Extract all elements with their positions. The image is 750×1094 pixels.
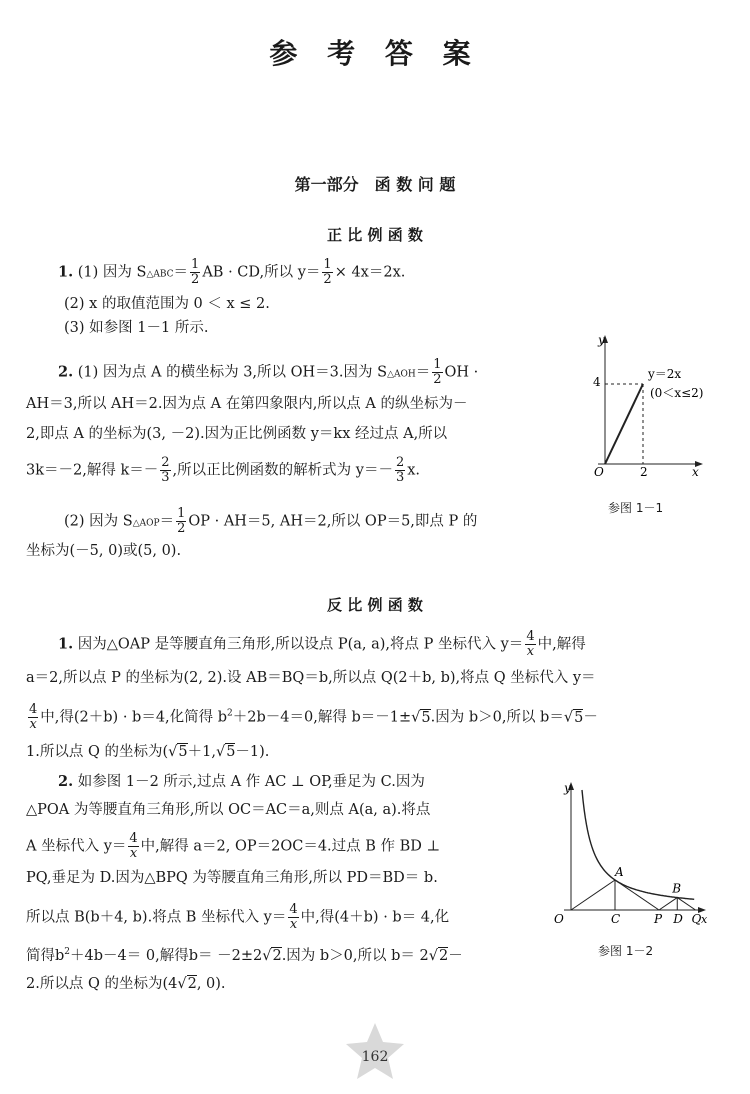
page-number: 162 bbox=[361, 1049, 389, 1065]
s2-q2-line3: A 坐标代入 y＝ $\frac{4}{x}$ 中,解得 a＝2, OP＝2OC＝4.过点 B 作 BD ⊥ bbox=[26, 831, 441, 861]
s1-q2-line5: (2) 因为 S△AOP＝ $\frac{1}{2}$ OP · AH＝5, AH＝2,所以 OP＝5,即点 P 的 bbox=[64, 506, 478, 536]
x-axis-label: x bbox=[701, 913, 708, 926]
fraction: $\frac{1}{2}$ bbox=[191, 257, 200, 287]
fraction: $\frac{1}{2}$ bbox=[177, 506, 186, 536]
point-label-D: D bbox=[673, 912, 683, 926]
x-axis-label: x bbox=[692, 465, 699, 479]
s2-q1-line4: 1.所以点 Q 的坐标为(√5＋1,√5－1). bbox=[26, 744, 270, 760]
s1-q2-line2: AH＝3,所以 AH＝2.因为点 A 在第四象限内,所以点 A 的纵坐标为－ bbox=[26, 396, 468, 412]
s2-q2-line2: △POA 为等腰直角三角形,所以 OC＝AC＝a,则点 A(a, a).将点 bbox=[26, 802, 431, 818]
tick-label-x-2: 2 bbox=[640, 465, 648, 479]
s1-q2-line3: 2,即点 A 的坐标为(3, －2).因为正比例函数 y＝kx 经过点 A,所以 bbox=[26, 426, 448, 442]
s2-q2-line1: 2. 如参图 1－2 所示,过点 A 作 AC ⊥ OP,垂足为 C.因为 bbox=[58, 773, 425, 790]
point-label-C: C bbox=[611, 912, 621, 926]
point-label-A: A bbox=[615, 865, 624, 879]
s1-q2-line1: 2. (1) 因为点 A 的横坐标为 3,所以 OH＝3.因为 S△AOH＝ $\frac{1}{2}$ OH · bbox=[58, 357, 479, 387]
s1-q2-line4: 3k＝－2,解得 k＝－ $\frac{2}{3}$ ,所以正比例函数的解析式为 y＝－ $\frac{2}{3}$ x. bbox=[26, 455, 421, 485]
section-title-inverse-proportion: 反 比 例 函 数 bbox=[327, 596, 423, 614]
fraction: $\frac{4}{x}$ bbox=[289, 902, 298, 932]
tick-label-y-4: 4 bbox=[593, 375, 601, 389]
point-label-B: B bbox=[672, 881, 682, 896]
fraction: $\frac{1}{2}$ bbox=[323, 257, 332, 287]
fraction: $\frac{2}{3}$ bbox=[395, 455, 405, 485]
figure-1-1-caption: 参图 1－1 bbox=[608, 501, 664, 515]
s1-q1-line1: 1. (1) 因为 S△ABC＝ $\frac{1}{2}$ AB · CD,所以 y＝ $\frac{1}{2}$ × 4x＝2x. bbox=[58, 257, 406, 287]
point-label-Q: Q bbox=[691, 912, 702, 926]
segment-PB bbox=[659, 898, 677, 910]
s1-q1-line3: (3) 如参图 1－1 所示. bbox=[64, 320, 209, 336]
origin-label: O bbox=[594, 465, 604, 479]
page-title: 参 考 答 案 bbox=[269, 37, 481, 70]
y-axis-label: y bbox=[564, 781, 571, 795]
y-axis-label: y bbox=[598, 333, 605, 347]
page-number-badge bbox=[343, 1020, 407, 1084]
point-label-P: P bbox=[654, 912, 663, 926]
segment-OA bbox=[571, 880, 615, 910]
fraction: $\frac{4}{x}$ bbox=[29, 702, 38, 732]
domain-label: (0＜x≤2) bbox=[650, 386, 704, 400]
s2-q1-line3: $\frac{4}{x}$ 中,得(2＋b) · b＝4,化简得 $b^2+2b-4=0$,解得 b＝－1±√5.因为 b＞0,所以 b＝√5－ bbox=[29, 702, 598, 732]
s2-q2-line4: PQ,垂足为 D.因为△BPQ 为等腰直角三角形,所以 PD＝BD＝ b. bbox=[26, 870, 438, 886]
s2-q1-line1: 1. 因为△OAP 是等腰直角三角形,所以设点 P(a, a),将点 P 坐标代入 y＝ $\frac{4}{x}$ 中,解得 bbox=[58, 629, 586, 659]
function-label: y＝2x bbox=[648, 367, 682, 381]
part-title: 第一部分 函 数 问 题 bbox=[294, 175, 456, 194]
s2-q2-line7: 2.所以点 Q 的坐标为(4√2, 0). bbox=[26, 976, 226, 992]
figure-1-2-caption: 参图 1－2 bbox=[598, 944, 654, 958]
s1-q1-line2: (2) x 的取值范围为 0 ＜ x ≤ 2. bbox=[64, 296, 270, 312]
s1-q2-line6: 坐标为(－5, 0)或(5, 0). bbox=[26, 543, 182, 559]
section-title-direct-proportion: 正 比 例 函 数 bbox=[327, 226, 423, 244]
s2-q2-line6: 简得$b^2+4b-4= 0$,解得b＝ －2±2√2.因为 b＞0,所以 b＝ 2√2－ bbox=[26, 947, 463, 964]
origin-label: O bbox=[554, 912, 564, 926]
fraction: $\frac{1}{2}$ bbox=[433, 357, 442, 387]
s2-q2-line5: 所以点 B(b＋4, b).将点 B 坐标代入 y＝ $\frac{4}{x}$ 中,得(4＋b) · b＝ 4,化 bbox=[26, 902, 450, 932]
fraction: $\frac{4}{x}$ bbox=[526, 629, 535, 659]
graph-segment-y2x bbox=[605, 384, 643, 464]
s2-q1-line2: a＝2,所以点 P 的坐标为(2, 2).设 AB＝BQ＝b,所以点 Q(2＋b, b),将点 Q 坐标代入 y＝ bbox=[26, 670, 596, 686]
fraction: $\frac{2}{3}$ bbox=[161, 455, 170, 485]
segment-AP bbox=[615, 880, 659, 910]
fraction: $\frac{4}{x}$ bbox=[129, 831, 138, 861]
figure-1-2 bbox=[548, 776, 720, 932]
figure-1-1 bbox=[572, 330, 722, 480]
